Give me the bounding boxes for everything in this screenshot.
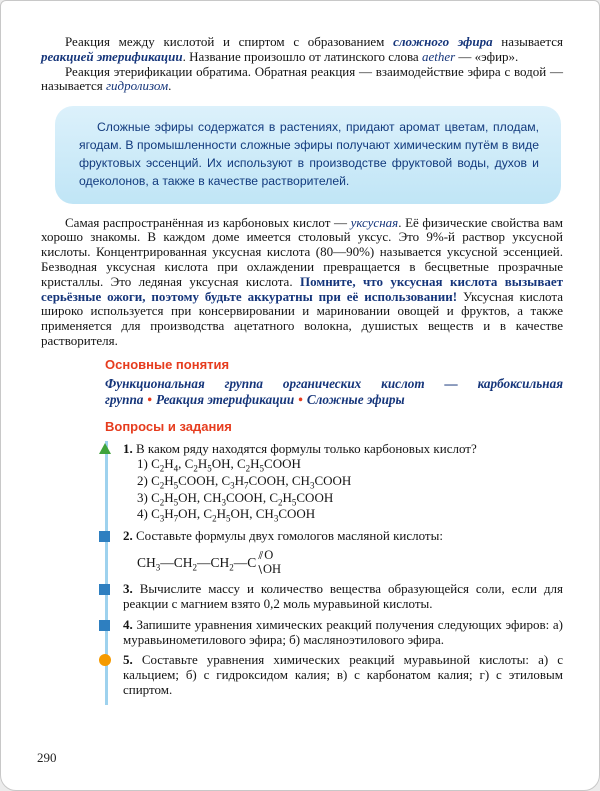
answer-option: 4) $C_3H_7OH$, $C_2H_5OH$, $CH_3COOH$ (137, 506, 316, 524)
question-text: Составьте формулы двух гомологов масляной кислоты: (136, 527, 443, 543)
carboxyl-branch (258, 549, 281, 576)
term-acetic: уксусная (350, 214, 399, 230)
question-number: 2. (123, 527, 133, 543)
paragraph-hydrolysis (41, 65, 563, 95)
question-number: 4. (123, 616, 133, 632)
text-run: — «эфир». (455, 48, 519, 64)
question-text: Составьте уравнения химических реакций муравьиной кислоты: а) с кальцием; б) с гидроксидом калия; в) с карбонатом калия; г) с этиловым спиртом. (123, 652, 563, 698)
double-bond-oxygen (258, 549, 281, 562)
key-concepts-heading: Основные понятия (105, 356, 230, 372)
question-2 (123, 528, 563, 576)
question-3 (123, 581, 563, 611)
question-4 (123, 617, 563, 647)
answer-option: 3) $C_2H_5OH$, $CH_3COOH$, $C_2H_5COOH$ (137, 489, 334, 508)
question-text: В каком ряду находятся формулы только карбоновых кислот? (136, 441, 477, 457)
question-number: 5. (123, 652, 133, 668)
question-marker-circle-icon (99, 654, 111, 666)
questions-heading: Вопросы и задания (105, 419, 232, 435)
key-concepts-section (105, 357, 563, 409)
bullet-separator-icon: • (298, 392, 303, 408)
question-marker-triangle-icon (99, 443, 111, 454)
butyric-acid-structural-formula (137, 549, 563, 576)
question-marker-square-icon (99, 620, 110, 631)
key-concept-item: Функциональная группа органических кислот — карбоксильная группа (105, 375, 563, 408)
bullet-separator-icon: • (147, 392, 153, 408)
text-run: . Её физические свойства вам хорошо знакомы. В каждом доме имеется столовый уксус. Это 9%-й раствор уксусной кислоты. Концентрированная уксусная кислота (80—90%) называется уксусной эссенцией. Безводная уксусная кислота при охлаждении превращается в бесцветные прозрачные кристаллы. Это ледяная уксусная кислота. (41, 214, 563, 289)
oh-group: OH (263, 562, 282, 577)
info-box-text: Сложные эфиры содержатся в растениях, придают аромат цветам, плодам, ягодам. В промышленности сложные эфиры получают химическим путём в виде фруктовых эссенций. Их используют в производстве фруктовой воды, духов и одеколонов, а также в качестве растворителей. (79, 120, 539, 188)
key-concept-item: Реакция этерификации (156, 392, 295, 408)
hydroxyl-group (258, 563, 281, 576)
oxygen-atom: O (264, 547, 274, 562)
question-text: Запишите уравнения химических реакций получения следующих эфиров: а) муравьинометилового эфира; б) масляноэтилового эфира. (123, 616, 564, 647)
text-run: Реакция между кислотой и спиртом с образованием (65, 34, 394, 49)
text-run: Самая распространённая из карбоновых кислот — (65, 214, 351, 230)
formula-chain: $CH_3—CH_2—CH_2—C$ (137, 554, 257, 573)
question-number: 3. (123, 581, 133, 597)
answer-option: 2) $C_2H_5COOH$, $C_3H_7COOH$, $CH_3COOH$ (137, 472, 352, 491)
question-1 (123, 441, 563, 523)
page-content (1, 1, 599, 705)
question-number: 1. (123, 441, 133, 457)
question-marker-square-icon (99, 531, 110, 542)
text-run: называется (492, 34, 563, 49)
term-esterification-reaction: реакцией этерификации (41, 48, 183, 64)
key-concepts-list (105, 376, 563, 409)
question-marker-square-icon (99, 584, 110, 595)
text-run: . Название произошло от латинского слова (182, 48, 422, 64)
term-ester: сложного эфира (393, 34, 493, 49)
text-run: Уксусная кислота широко используется при консервировании и мариновании овощей и фруктов, а также применяется для производства ацетатного волокна, душистых веществ и в качестве растворителя. (41, 288, 563, 348)
answer-option: 1) $C_2H_4$, $C_2H_5OH$, $C_2H_5COOH$ (137, 456, 301, 474)
single-bond-icon: \ (258, 562, 263, 576)
text-run: . (168, 78, 172, 94)
paragraph-esterification (41, 35, 563, 65)
questions-list (105, 441, 563, 705)
double-bond-icon: ⫽ (258, 548, 264, 562)
paragraph-acetic-acid (41, 216, 563, 349)
info-box-esters (55, 106, 561, 203)
text-run: Реакция этерификации обратима. Обратная реакция — взаимодействие эфира с водой — называется (41, 63, 563, 94)
question-text: Вычислите массу и количество вещества образующейся соли, если для реакции с магнием взято 0,2 моль муравьиной кислоты. (123, 581, 563, 612)
question-5 (123, 652, 563, 698)
key-concept-item: Сложные эфиры (306, 392, 405, 408)
page-number: 290 (37, 750, 57, 765)
term-aether: aether (421, 48, 456, 64)
answer-options (123, 456, 563, 523)
warning-text: Помните, что уксусная кислота вызывает серьёзные ожоги, поэтому будьте аккуратны при её использовании! (41, 273, 563, 304)
term-hydrolysis: гидролизом (105, 78, 169, 94)
